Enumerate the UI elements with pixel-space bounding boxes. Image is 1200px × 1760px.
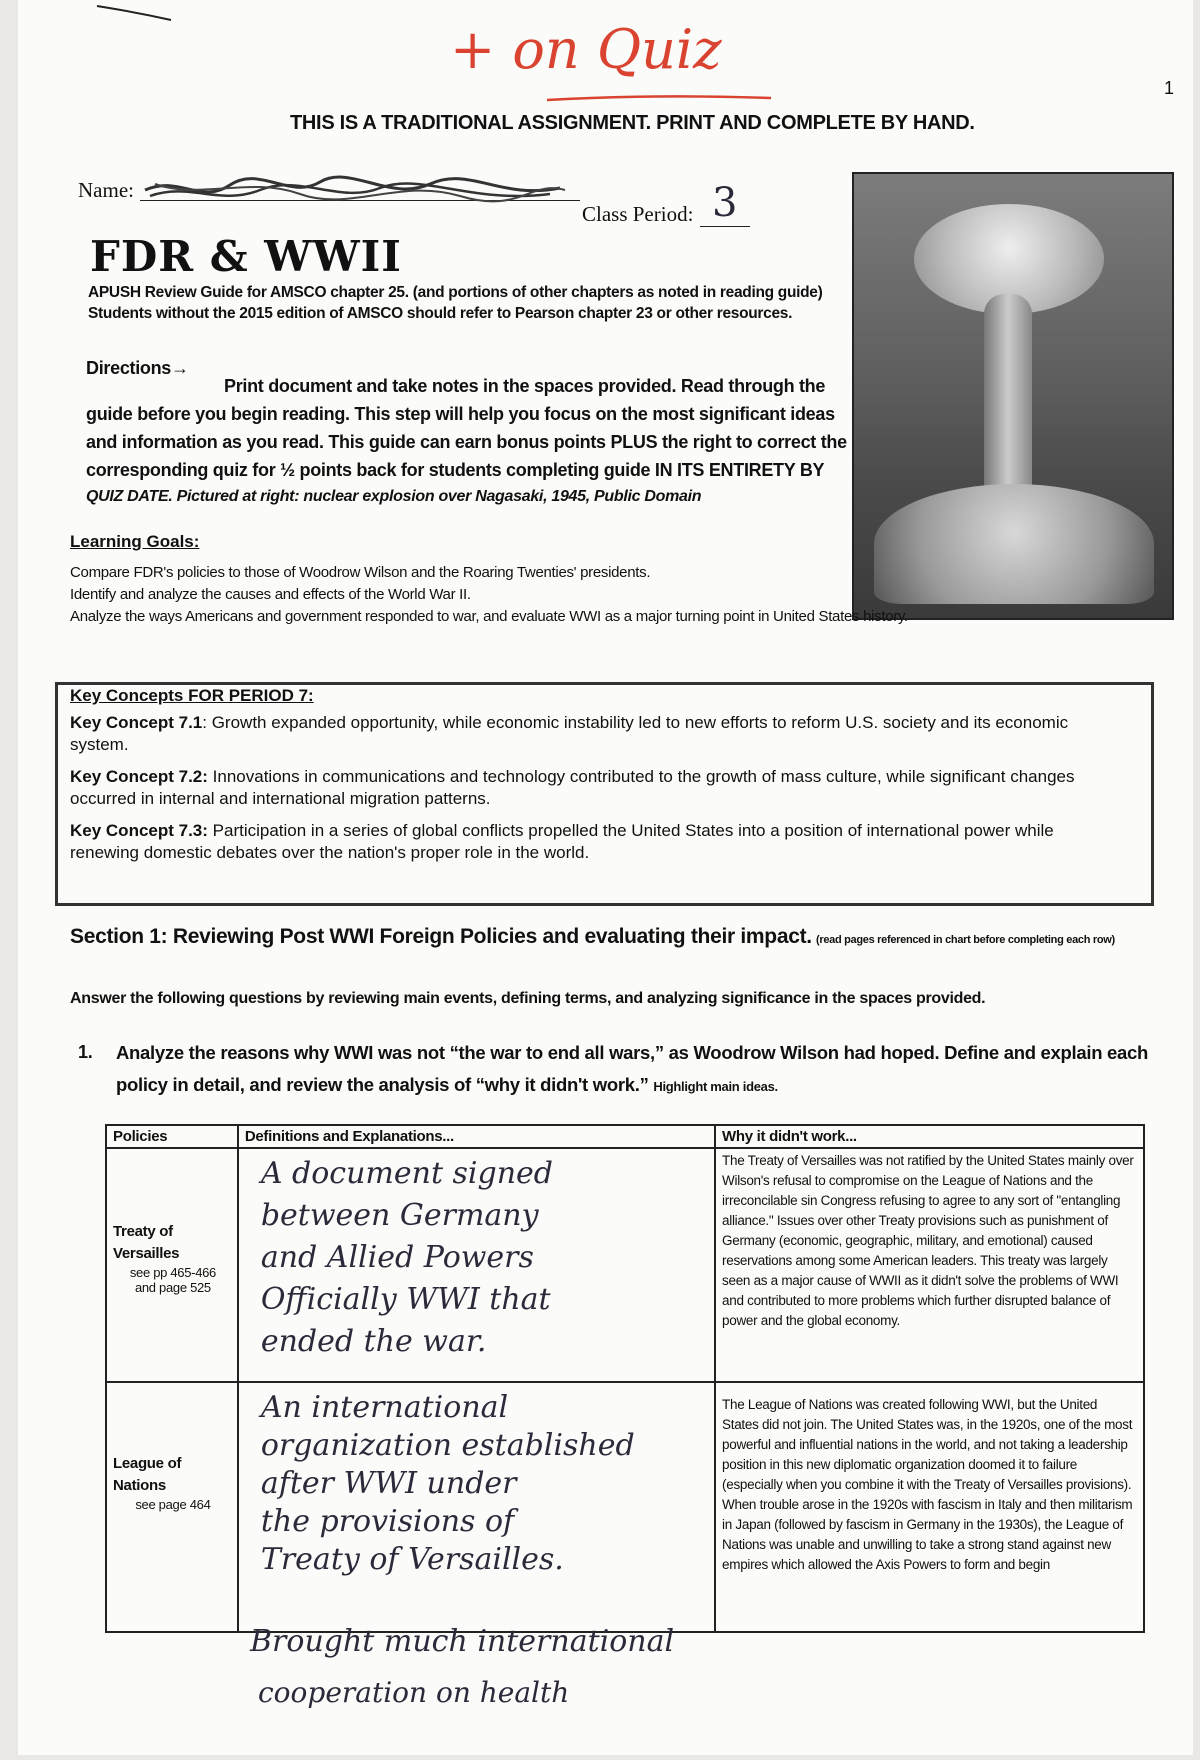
handwritten-line: A document signed: [260, 1156, 554, 1191]
question-1-line-2: [116, 1074, 778, 1096]
policy-cell: [106, 1382, 238, 1632]
policy-cell: [106, 1148, 238, 1382]
policy-pages: see page 464: [135, 1497, 211, 1512]
why-cell: The League of Nations was created following WWI, but the United States did not join. The United States was, in the 1920s, one of the most powerful and influential nations in the world, and not taking a leadership position in this new diplomatic organization doomed it to failure (especially when you combine it with the Treaty of Versailles provisions). When trouble arose in the 1920s with fascism in Italy and then militarism in Japan (followed by fascism in Germany in the 1930s), the League of Nations was unable and unwilling to take a strong stand against new empires which allowed the Axis Powers to form and begin: [715, 1382, 1144, 1632]
section-1-heading: Section 1: Reviewing Post WWI Foreign Policies and evaluating their impact.: [70, 925, 812, 948]
directions-line: guide before you begin reading. This step will help you focus on the most significant ideas: [86, 404, 835, 424]
handwritten-answer: [261, 1389, 704, 1579]
key-concept-label: Key Concept 7.1: [70, 713, 203, 732]
handwritten-line: between Germany: [260, 1198, 539, 1233]
question-1-text: policy in detail, and review the analysis of “why it didn't work.”: [116, 1074, 649, 1095]
class-period-label: Class Period:: [582, 202, 694, 226]
handwritten-line: and Allied Powers: [260, 1240, 534, 1275]
subtitle-line-1: APUSH Review Guide for AMSCO chapter 25. (and portions of other chapters as noted in reading guide): [88, 284, 823, 301]
assignment-banner: THIS IS A TRADITIONAL ASSIGNMENT. PRINT AND COMPLETE BY HAND.: [290, 112, 975, 134]
question-1-line-1: Analyze the reasons why WWI was not “the war to end all wars,” as Woodrow Wilson had hoped. Define and explain each: [116, 1042, 1149, 1063]
table-header-row: [106, 1125, 1144, 1148]
key-concept-text: Participation in a series of global conflicts propelled the United States into a position of international power while: [207, 821, 1054, 840]
handwritten-line: ended the war.: [260, 1324, 487, 1359]
directions-line: Print document and take notes in the spaces provided. Read through the: [224, 376, 826, 396]
directions-line: corresponding quiz for ½ points back for students completing guide IN ITS ENTIRETY BY: [86, 460, 825, 480]
table-row: [106, 1148, 1144, 1382]
page-number: 1: [1164, 78, 1175, 98]
header-definitions: Definitions and Explanations...: [238, 1125, 715, 1148]
highlight-instruction: Highlight main ideas.: [653, 1079, 778, 1094]
handwritten-line: Treaty of Versailles.: [260, 1542, 564, 1577]
page-title: FDR & WWII: [90, 232, 402, 281]
cloud-base-shape: [874, 484, 1154, 604]
directions-label: Directions→: [86, 358, 189, 378]
key-concepts-heading: Key Concepts FOR PERIOD 7:: [70, 686, 314, 705]
key-concept-text-cont: renewing domestic debates over the nation's proper role in the world.: [70, 843, 590, 862]
key-concept-text: : Growth expanded opportunity, while economic instability led to new efforts to reform U.S. society and its economic: [202, 713, 1069, 732]
key-concept-label: Key Concept 7.3:: [70, 821, 208, 840]
learning-goals-heading: Learning Goals:: [70, 532, 200, 551]
why-cell: The Treaty of Versailles was not ratified by the United States mainly over Wilson's refusal to compromise on the League of Nations and the irreconcilable sin Congress refusing to agree to any sort of "entangling alliance." Issues over other Treaty provisions such as punishment of Germany (economic, geographic, military, and emotional) caused reservations among some American leaders. This treaty was largely seen as a major cause of WWII as it didn't solve the problems of WWI and contributed to more problems which further disrupted balance of power and the global economy.: [715, 1148, 1144, 1382]
pen-stroke-mark: [95, 0, 175, 22]
handwritten-line: organization established: [260, 1428, 635, 1463]
name-label: Name:: [78, 178, 134, 202]
nagasaki-explosion-photo: [852, 172, 1174, 620]
policy-pages: and page 525: [134, 1280, 211, 1295]
section-1-instruction: Answer the following questions by reviewing main events, defining terms, and analyzing significance in the spaces provided.: [70, 990, 986, 1007]
directions-line: QUIZ DATE. Pictured at right: nuclear explosion over Nagasaki, 1945, Public Domain: [86, 488, 702, 505]
subtitle-line-2: Students without the 2015 edition of AMSCO should refer to Pearson chapter 23 or other resources.: [88, 305, 793, 322]
handwritten-line: An international: [260, 1390, 509, 1425]
question-number: 1.: [78, 1042, 93, 1062]
section-1-heading-row: [70, 925, 1115, 949]
handwritten-overflow-line: Brought much international: [250, 1624, 675, 1659]
policy-name: Treaty of Versailles: [113, 1223, 180, 1262]
learning-goal-item: Identify and analyze the causes and effects of the World War II.: [70, 586, 471, 603]
learning-goal-item: Analyze the ways Americans and government responded to war, and evaluate WWI as a major turning point in United States history.: [70, 608, 908, 625]
header-why: Why it didn't work...: [715, 1125, 1144, 1148]
key-concept-text-cont: occurred in internal and international migration patterns.: [70, 789, 491, 808]
key-concept-7-1: [70, 712, 1140, 756]
header-policies: Policies: [106, 1125, 238, 1148]
key-concept-7-3: [70, 820, 1140, 864]
definition-cell[interactable]: [238, 1148, 715, 1382]
section-1-note: (read pages referenced in chart before completing each row): [815, 934, 1115, 946]
scribbled-name: [140, 170, 570, 210]
annotation-underline: [545, 90, 775, 106]
key-concept-7-2: [70, 766, 1140, 810]
key-concept-text: Innovations in communications and technology contributed to the growth of mass culture, while significant changes: [207, 767, 1075, 786]
handwritten-line: after WWI under: [260, 1466, 517, 1501]
cloud-stem-shape: [984, 294, 1032, 504]
handwritten-line: the provisions of: [260, 1504, 515, 1539]
key-concept-label: Key Concept 7.2:: [70, 767, 208, 786]
class-period-value: 3: [712, 180, 738, 226]
policy-name: League of Nations: [113, 1455, 182, 1494]
class-period-line: [700, 226, 750, 227]
definition-cell[interactable]: [238, 1382, 715, 1632]
policy-pages: see pp 465-466: [129, 1265, 216, 1280]
policies-table: [105, 1124, 1145, 1633]
directions-line: and information as you read. This guide can earn bonus points PLUS the right to correct the: [86, 432, 847, 452]
quiz-annotation: + on Quiz: [450, 18, 722, 81]
handwritten-overflow-line: cooperation on health: [258, 1676, 570, 1709]
table-row: [106, 1382, 1144, 1632]
key-concept-text-cont: system.: [70, 735, 129, 754]
handwritten-line: Officially WWI that: [260, 1282, 551, 1317]
learning-goal-item: Compare FDR's policies to those of Woodrow Wilson and the Roaring Twenties' presidents.: [70, 564, 651, 581]
handwritten-answer: [261, 1153, 704, 1363]
